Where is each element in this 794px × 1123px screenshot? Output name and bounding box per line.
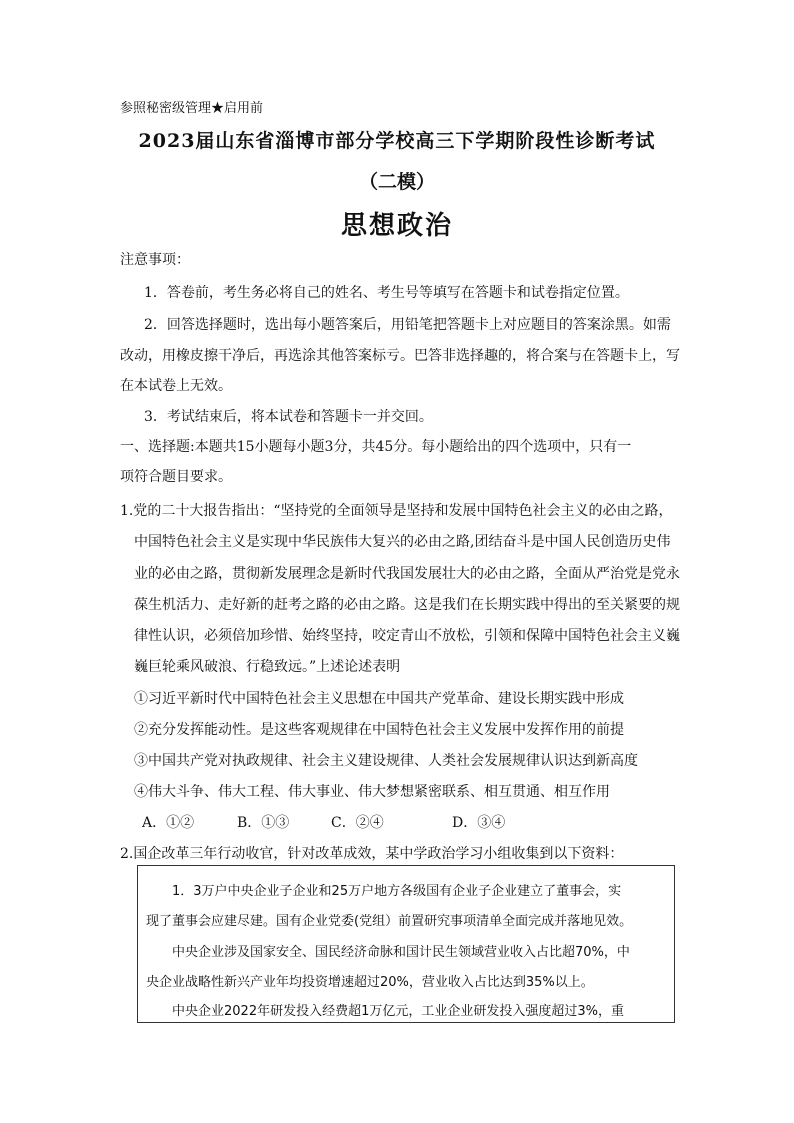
section-heading-cont: 项符合题目要求。	[120, 469, 232, 485]
q1-stem-line: 1.党的二十大报告指出：“坚持党的全面领导是坚持和发展中国特色社会主义的必由之路，	[120, 503, 673, 519]
material-line: 现了董事会应建尽建。国有企业党委(党组）前置研究事项清单全面完成并落地见效。	[146, 914, 633, 929]
q1-statement: ③中国共产党对执政规律、社会主义建设规律、人类社会发展规律认识达到新高度	[134, 753, 638, 769]
q1-statement: ④伟大斗争、伟大工程、伟大事业、伟大梦想紧密联系、相互贯通、相互作用	[134, 784, 610, 800]
q1-option-b: B．①③	[237, 815, 290, 831]
notice-item: 2．回答选择题时，选出每小题答案后，用铅笔把答题卡上对应题目的答案涂黑。如需	[144, 317, 671, 333]
q1-statement: ①习近平新时代中国特色社会主义思想在中国共产党革命、建设长期实践中形成	[134, 691, 624, 707]
notice-item: 1．答卷前，考生务必将自己的姓名、考生号等填写在答题卡和试卷指定位置。	[144, 285, 629, 301]
q1-statement: ②充分发挥能动性。是这些客观规律在中国特色社会主义发展中发挥作用的前提	[134, 722, 624, 738]
material-line: 中央企业2022年研发投入经费超1万亿元，工业企业研发投入强度超过3%，重	[172, 1004, 624, 1019]
q1-option-d: D．③④	[452, 815, 506, 831]
material-line: 中央企业涉及国家安全、国民经济命脉和国计民生领域营业收入占比超70%，中	[172, 945, 630, 960]
material-line: 1．3万户中央企业子企业和25万户地方各级国有企业子企业建立了董事会，实	[172, 884, 622, 899]
notice-item: 3．考试结束后，将本试卷和答题卡一并交回。	[144, 409, 433, 425]
notice-heading: 注意事项：	[120, 252, 190, 268]
q1-stem-line: 巍巨轮乘风破浪、行稳致远。”上述论述表明	[134, 659, 401, 675]
q1-stem-line: 业的必由之路，贯彻新发展理念是新时代我国发展壮大的必由之路，全面从严治党是党永	[134, 566, 680, 582]
q1-option-c: C．②④	[331, 815, 384, 831]
q1-stem-line: 中国特色社会主义是实现中华民族伟大复兴的必由之路,团结奋斗是中国人民创造历史伟	[134, 534, 671, 550]
secret-level-label: 参照秘密级管理★启用前	[120, 101, 264, 116]
exam-subtitle: （二模）	[358, 171, 435, 193]
notice-item: 改动，用橡皮擦干净后，再选涂其他答案标亏。巴答非选择趣的，将合案与在答题卡上，写	[120, 348, 680, 364]
q2-stem: 2.国企改革三年行动收官，针对改革成效，某中学政治学习小组收集到以下资料：	[120, 846, 624, 862]
q2-material-box	[137, 865, 675, 1023]
q1-stem-line: 葆生机活力、走好新的赶考之路的必由之路。这是我们在长期实践中得出的至关紧要的规	[134, 597, 680, 613]
q1-option-a: A．①②	[142, 815, 195, 831]
exam-title: 2023届山东省淄博市部分学校高三下学期阶段性诊断考试	[138, 130, 656, 152]
subject-title: 思想政治	[340, 211, 453, 241]
section-heading: 一、选择题:本题共15小题每小题3分，共45分。每小题给出的四个选项中，只有一	[120, 439, 632, 455]
material-line: 央企业战略性新兴产业年均投资增速超过20%，营业收入占比达到35%以上。	[146, 975, 594, 990]
notice-item: 在本试卷上无效。	[120, 378, 232, 394]
q1-stem-line: 律性认识，必须倍加珍惜、始终坚持，咬定青山不放松，引领和保障中国特色社会主义巍	[134, 628, 680, 644]
